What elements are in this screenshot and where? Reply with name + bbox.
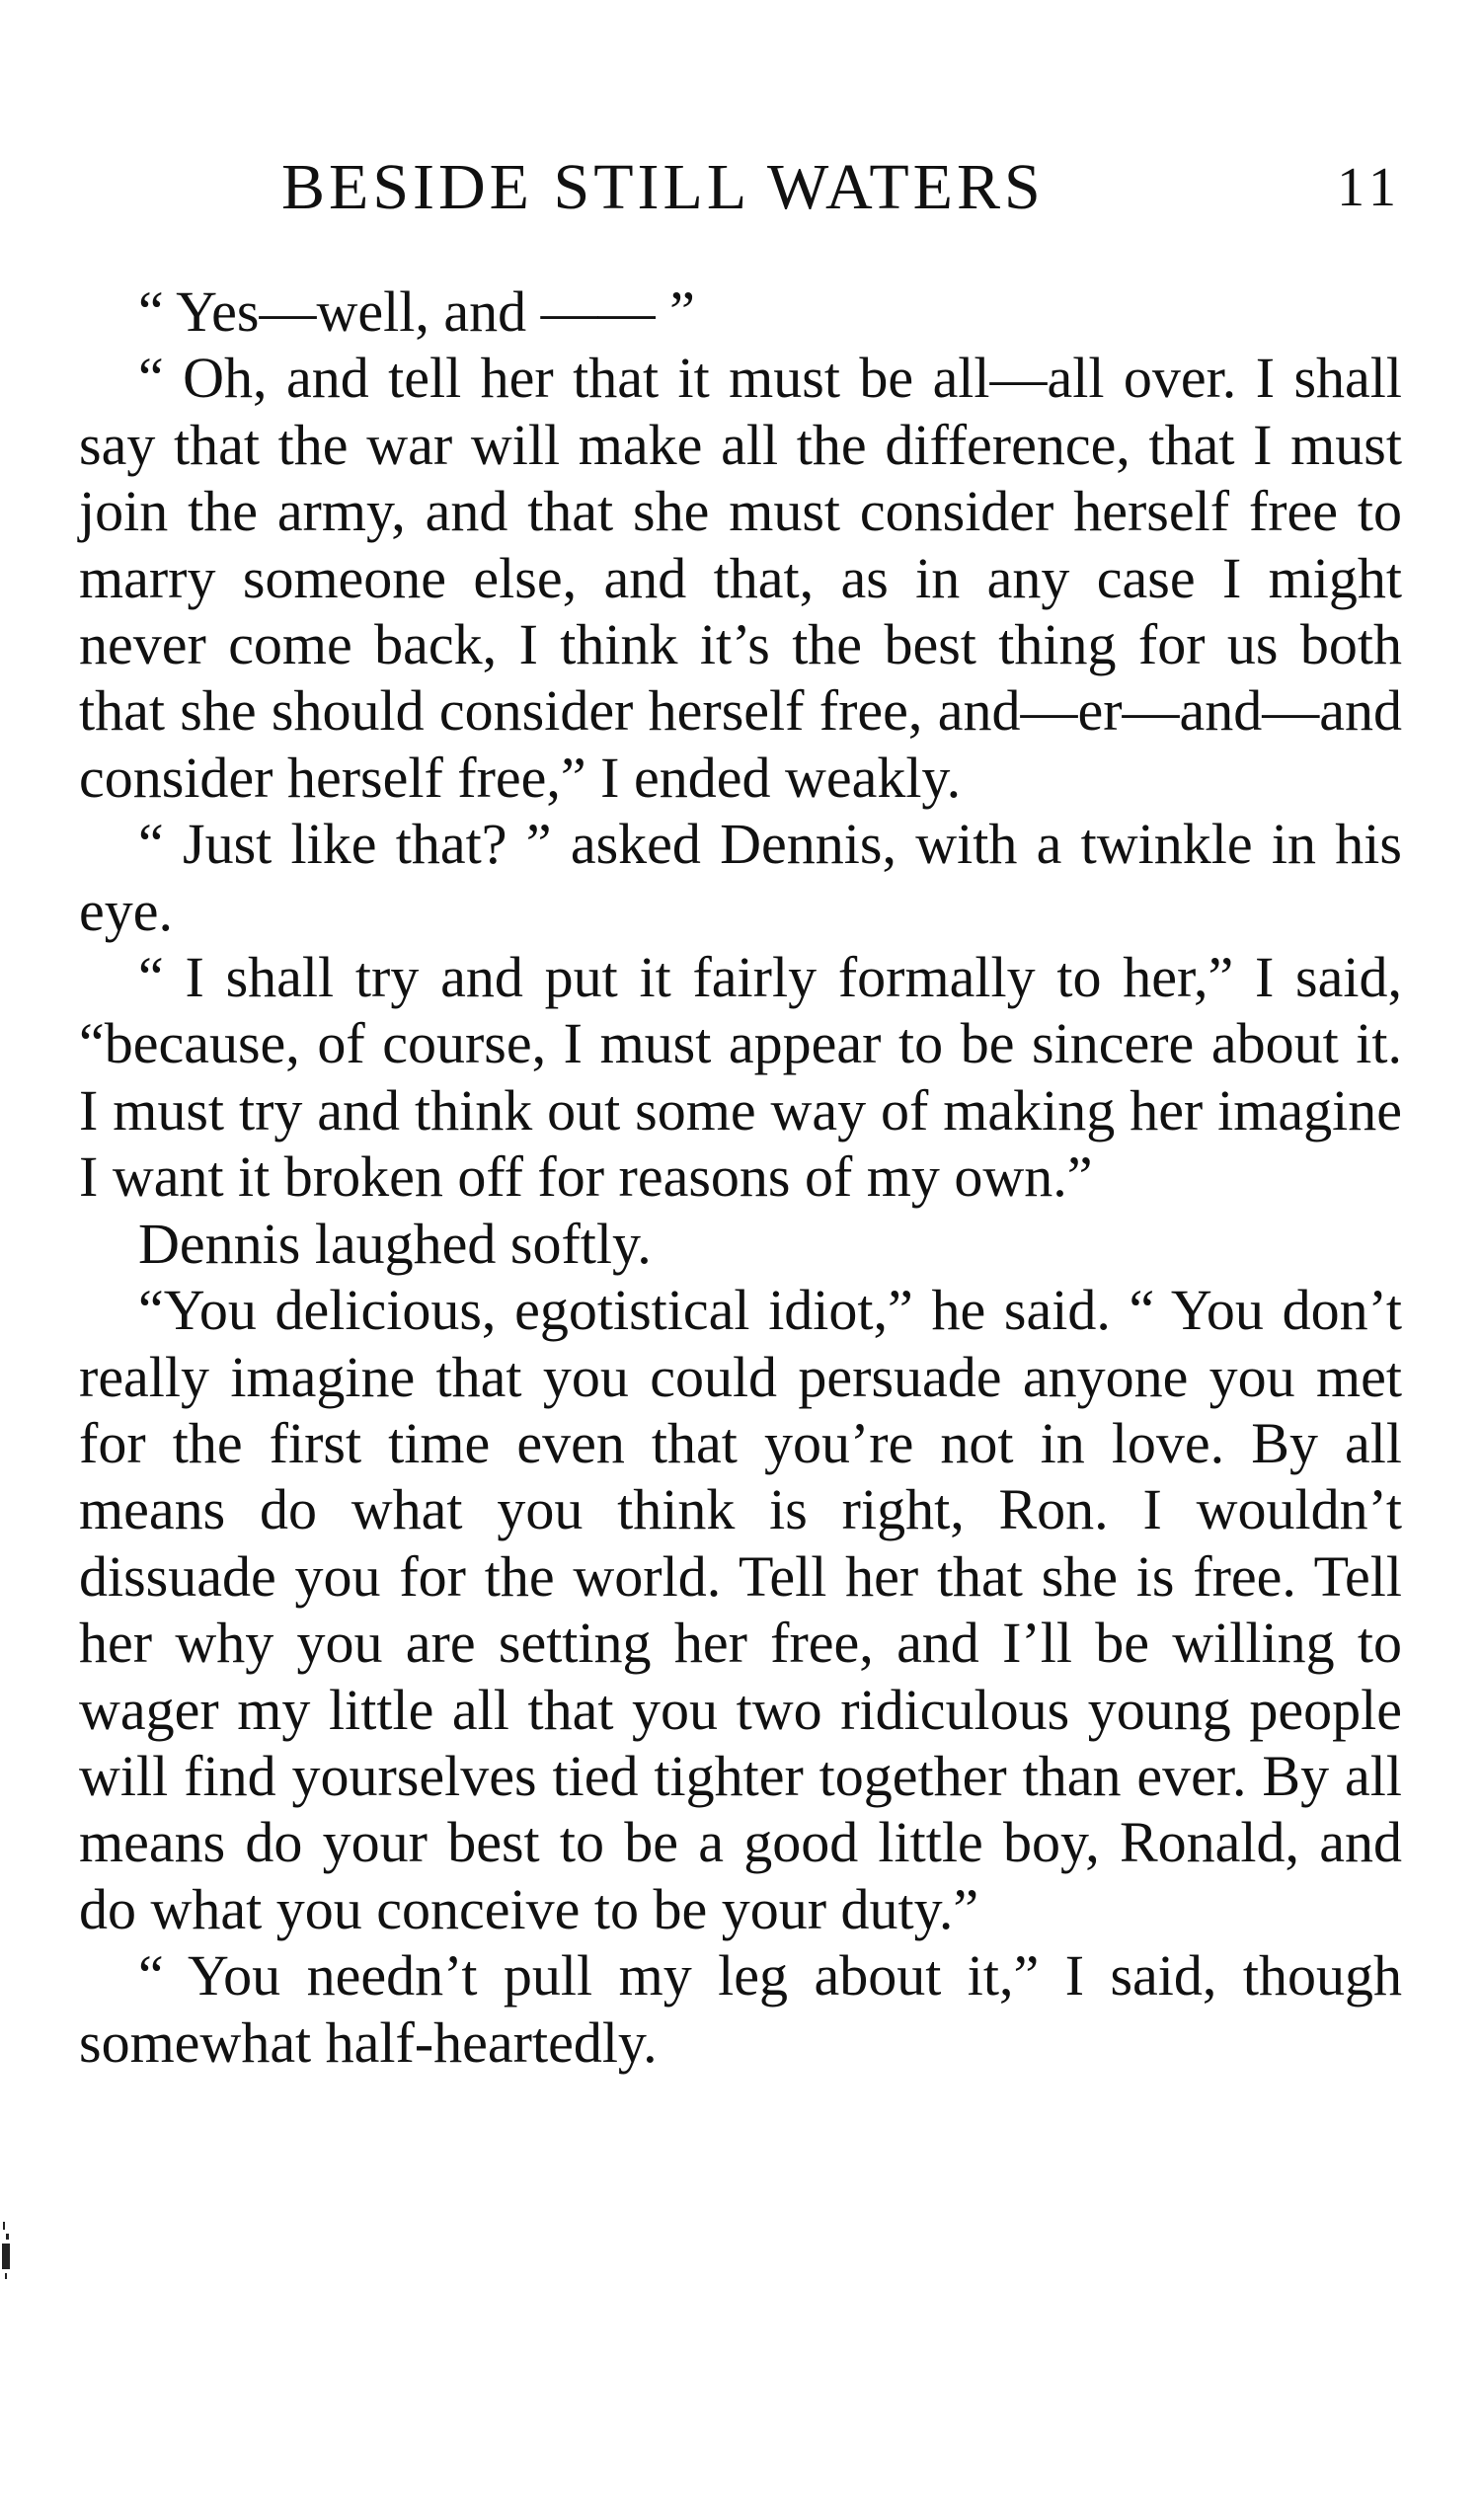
- body-text: [79, 278, 1402, 2076]
- running-title: BESIDE STILL WATERS: [281, 151, 1045, 223]
- paragraph: Dennis laughed softly.: [138, 1211, 652, 1276]
- running-head: [79, 148, 1402, 227]
- page-number: 11: [1337, 157, 1402, 218]
- paragraph: “ Yes—well, and —— ”: [138, 279, 695, 344]
- paragraph: “ You needn’t pull my leg about it,” I said, though somewhat half-heartedly.: [79, 1943, 1402, 2075]
- paragraph: “You delicious, egotistical idiot,” he said. “ You don’t really imagine that you could persuade anyone you met for the first time even that you’re not in love. By all means do what you think is right, Ron. I wouldn’t dissuade you for the world. Tell her that she is free. Tell her why you are setting her free, and I’ll be willing to wager my little all that you two ridiculous young people will find yourselves tied tighter together than ever. By all means do your best to be a good little boy, Ronald, and do what you conceive to be your duty.”: [79, 1278, 1402, 1941]
- book-page: [79, 0, 1402, 2520]
- margin-ink-mark: [0, 2222, 12, 2281]
- paragraph: “ Oh, and tell her that it must be all—all over. I shall say that the war will make all the difference, that I must join the army, and that she must consider herself free to marry someone else, and that, as in any case I might never come back, I think it’s the best thing for us both that she should consider herself free, and—er—and—and consider herself free,” I ended weakly.: [79, 346, 1402, 810]
- paragraph: “ Just like that? ” asked Dennis, with a twinkle in his eye.: [79, 812, 1402, 943]
- paragraph: “ I shall try and put it fairly formally to her,” I said, “because, of course, I must appear to be sincere about it. I must try and think out some way of making her imagine I want it broken off for reasons of my own.”: [79, 945, 1402, 1210]
